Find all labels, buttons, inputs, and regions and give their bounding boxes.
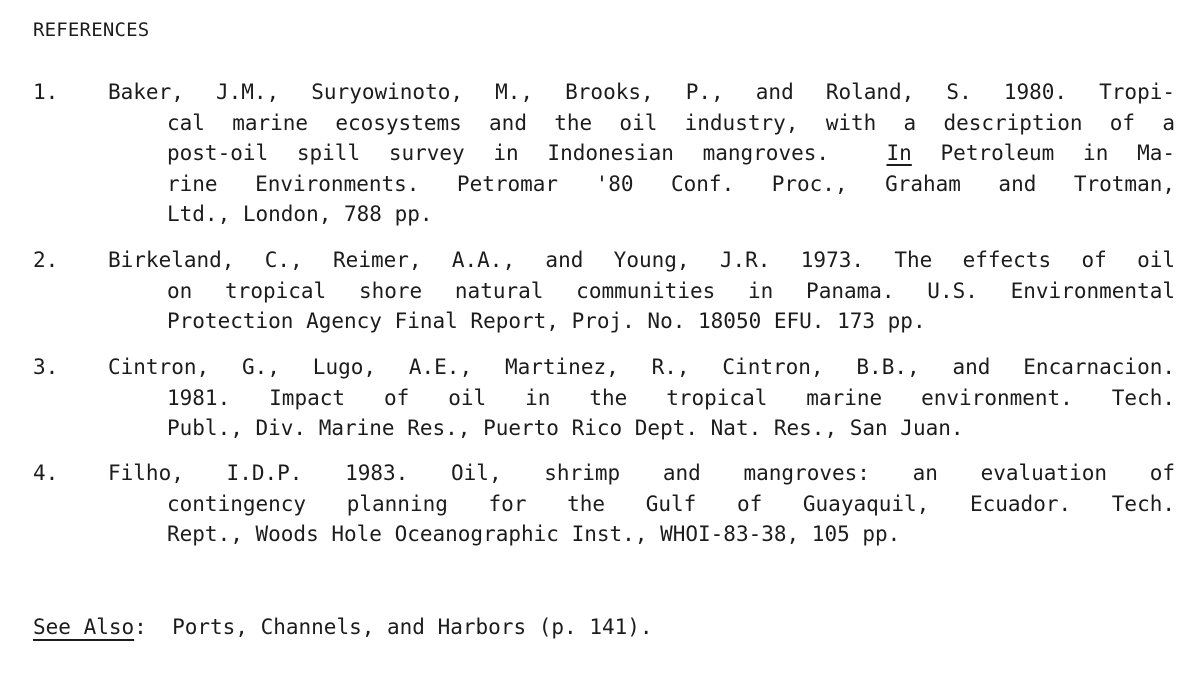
reference-line: Birkeland, C., Reimer, A.A., and Young, J.R. 1973. The effects of oil bbox=[108, 248, 1175, 272]
section-heading: REFERENCES bbox=[33, 19, 150, 41]
reference-text bbox=[108, 77, 1175, 230]
reference-line: contingency planning for the Gulf of Guayaquil, Ecuador. Tech. bbox=[167, 491, 1175, 516]
reference-line: cal marine ecosystems and the oil industry, with a description of a bbox=[167, 110, 1175, 135]
reference-number: 1. bbox=[33, 80, 59, 104]
reference-number: 4. bbox=[33, 461, 59, 485]
reference-line-segment: post-oil spill survey in Indonesian mangroves. bbox=[167, 141, 887, 165]
reference-line: Filho, I.D.P. 1983. Oil, shrimp and mangroves: an evaluation of bbox=[108, 461, 1175, 485]
reference-text bbox=[108, 245, 1175, 337]
reference-line: Ltd., London, 788 pp. bbox=[167, 202, 433, 226]
in-underlined-word: In bbox=[886, 141, 912, 165]
reference-text bbox=[108, 458, 1175, 550]
reference-text bbox=[108, 352, 1175, 444]
see-also-label: See Also bbox=[33, 615, 135, 639]
reference-line: on tropical shore natural communities in Panama. U.S. Environmental bbox=[167, 278, 1175, 303]
reference-line: Rept., Woods Hole Oceanographic Inst., WHOI-83-38, 105 pp. bbox=[167, 522, 901, 546]
reference-line: Publ., Div. Marine Res., Puerto Rico Dept. Nat. Res., San Juan. bbox=[167, 416, 964, 440]
reference-line: Protection Agency Final Report, Proj. No. 18050 EFU. 173 pp. bbox=[167, 309, 926, 333]
see-also-text: Ports, Channels, and Harbors (p. 141). bbox=[172, 615, 653, 639]
see-also-note bbox=[33, 612, 653, 642]
reference-number: 3. bbox=[33, 355, 59, 379]
reference-line: 1981. Impact of oil in the tropical marine environment. Tech. bbox=[167, 385, 1175, 410]
reference-line: Cintron, G., Lugo, A.E., Martinez, R., Cintron, B.B., and Encarnacion. bbox=[108, 355, 1175, 379]
reference-line: rine Environments. Petromar '80 Conf. Proc., Graham and Trotman, bbox=[167, 171, 1175, 196]
see-also-separator: : bbox=[134, 615, 173, 639]
reference-line: Baker, J.M., Suryowinoto, M., Brooks, P., and Roland, S. 1980. Tropi- bbox=[108, 80, 1175, 104]
reference-line bbox=[108, 138, 1175, 169]
reference-line-segment: Petroleum in Ma- bbox=[911, 141, 1175, 165]
reference-number: 2. bbox=[33, 248, 59, 272]
